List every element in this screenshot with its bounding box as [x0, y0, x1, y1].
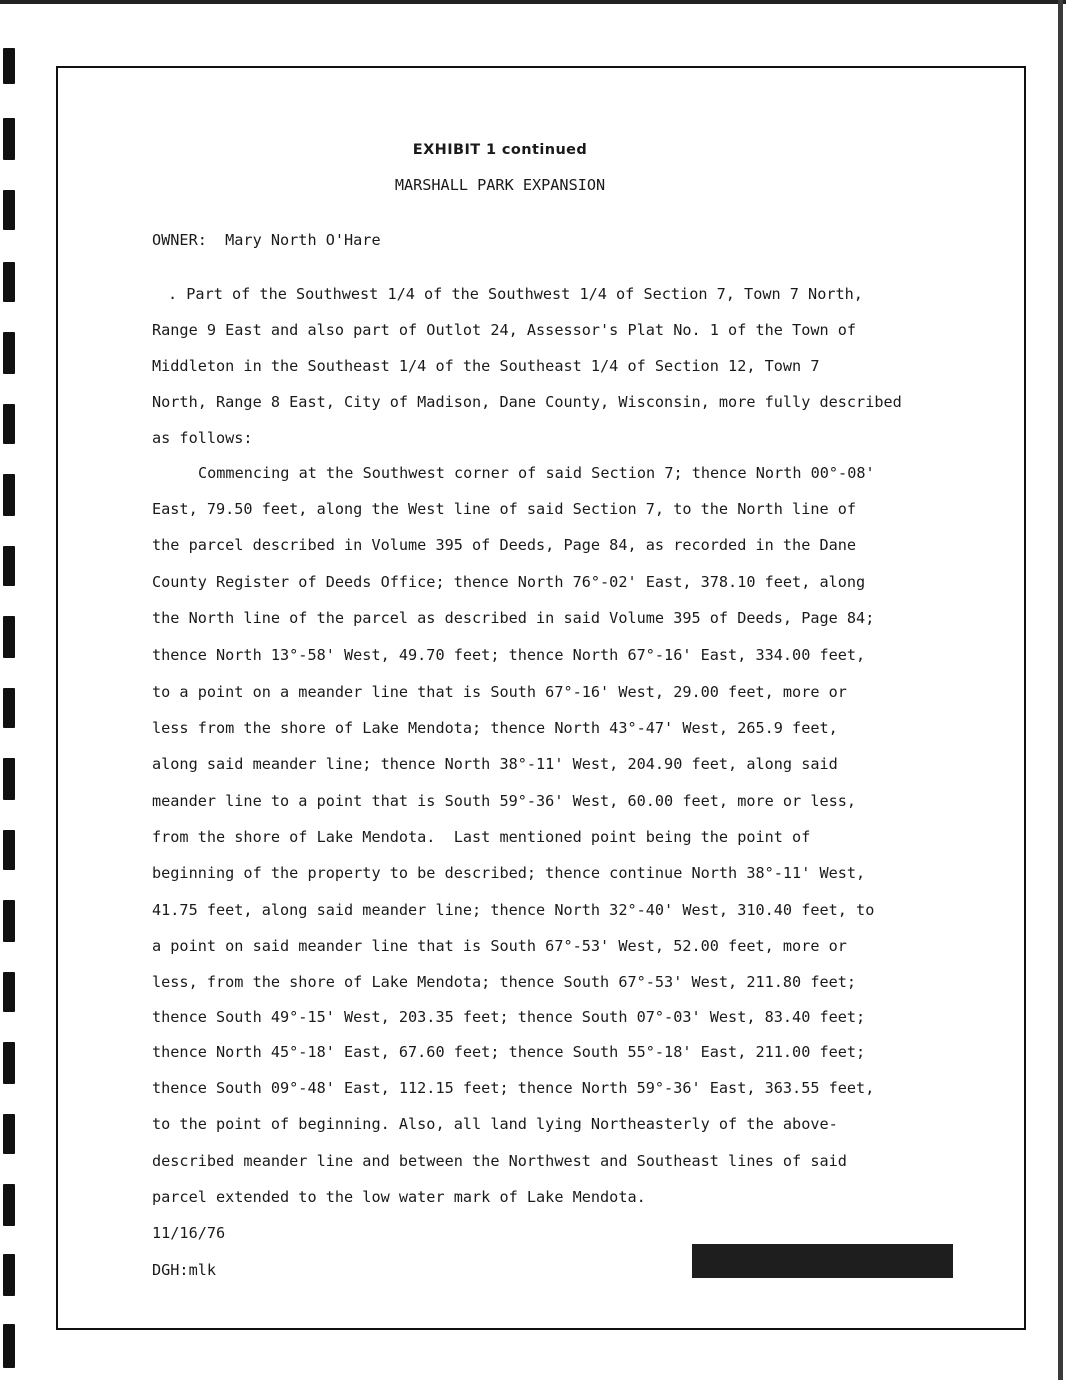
text-line: the North line of the parcel as described in said Volume 395 of Deeds, Page 84; [152, 609, 875, 627]
text-line: thence South 09°-48' East, 112.15 feet; thence North 59°-36' East, 363.55 feet, [152, 1079, 875, 1097]
punch-mark [3, 546, 15, 586]
text-line: along said meander line; thence North 38°-11' West, 204.90 feet, along said [152, 755, 838, 773]
text-line: East, 79.50 feet, along the West line of said Section 7, to the North line of [152, 500, 857, 518]
punch-mark [3, 1042, 15, 1084]
punch-mark [3, 48, 15, 84]
scan-edge-right [1058, 0, 1063, 1380]
punch-mark [3, 616, 15, 658]
punch-mark [3, 758, 15, 800]
text-line: . Part of the Southwest 1/4 of the Southwest 1/4 of Section 7, Town 7 North, [168, 285, 863, 303]
punch-mark [3, 404, 15, 444]
owner-line: OWNER: Mary North O'Hare [152, 231, 381, 249]
punch-mark [3, 332, 15, 374]
punch-mark [3, 830, 15, 870]
text-line: described meander line and between the Northwest and Southeast lines of said [152, 1152, 847, 1170]
text-line: North, Range 8 East, City of Madison, Dane County, Wisconsin, more fully described [152, 393, 902, 411]
punch-mark [3, 1184, 15, 1226]
text-line: a point on said meander line that is South 67°-53' West, 52.00 feet, more or [152, 937, 847, 955]
punch-mark [3, 688, 15, 728]
punch-mark [3, 972, 15, 1012]
text-line: thence North 45°-18' East, 67.60 feet; thence South 55°-18' East, 211.00 feet; [152, 1043, 866, 1061]
punch-mark [3, 900, 15, 942]
punch-mark [3, 262, 15, 302]
text-line: to a point on a meander line that is South 67°-16' West, 29.00 feet, more or [152, 683, 847, 701]
text-line: the parcel described in Volume 395 of Deeds, Page 84, as recorded in the Dane [152, 536, 857, 554]
project-title: MARSHALL PARK EXPANSION [394, 176, 606, 194]
text-line: less from the shore of Lake Mendota; thence North 43°-47' West, 265.9 feet, [152, 719, 838, 737]
text-line: meander line to a point that is South 59°-36' West, 60.00 feet, more or less, [152, 792, 857, 810]
punch-mark [3, 474, 15, 516]
text-line: thence South 49°-15' West, 203.35 feet; thence South 07°-03' West, 83.40 feet; [152, 1008, 866, 1026]
text-line: from the shore of Lake Mendota. Last mentioned point being the point of [152, 828, 811, 846]
redaction-bar [692, 1244, 953, 1278]
document-date: 11/16/76 [152, 1224, 226, 1242]
punch-mark [3, 1324, 15, 1368]
text-line: parcel extended to the low water mark of Lake Mendota. [152, 1188, 646, 1206]
text-line: to the point of beginning. Also, all land lying Northeasterly of the above- [152, 1115, 838, 1133]
punch-mark [3, 1254, 15, 1296]
punch-mark [3, 190, 15, 230]
text-line: Middleton in the Southeast 1/4 of the Southeast 1/4 of Section 12, Town 7 [152, 357, 820, 375]
text-line: Range 9 East and also part of Outlot 24, Assessor's Plat No. 1 of the Town of [152, 321, 857, 339]
text-line: County Register of Deeds Office; thence North 76°-02' East, 378.10 feet, along [152, 573, 866, 591]
text-line: thence North 13°-58' West, 49.70 feet; thence North 67°-16' East, 334.00 feet, [152, 646, 866, 664]
text-line: Commencing at the Southwest corner of said Section 7; thence North 00°-08' [198, 464, 875, 482]
typist-initials: DGH:mlk [152, 1261, 217, 1279]
text-line: beginning of the property to be described; thence continue North 38°-11' West, [152, 864, 866, 882]
text-line: less, from the shore of Lake Mendota; thence South 67°-53' West, 211.80 feet; [152, 973, 857, 991]
scan-edge-top [0, 0, 1066, 4]
text-line: as follows: [152, 429, 253, 447]
exhibit-title: EXHIBIT 1 continued [412, 142, 588, 158]
text-line: 41.75 feet, along said meander line; thence North 32°-40' West, 310.40 feet, to [152, 901, 875, 919]
punch-mark [3, 1114, 15, 1154]
